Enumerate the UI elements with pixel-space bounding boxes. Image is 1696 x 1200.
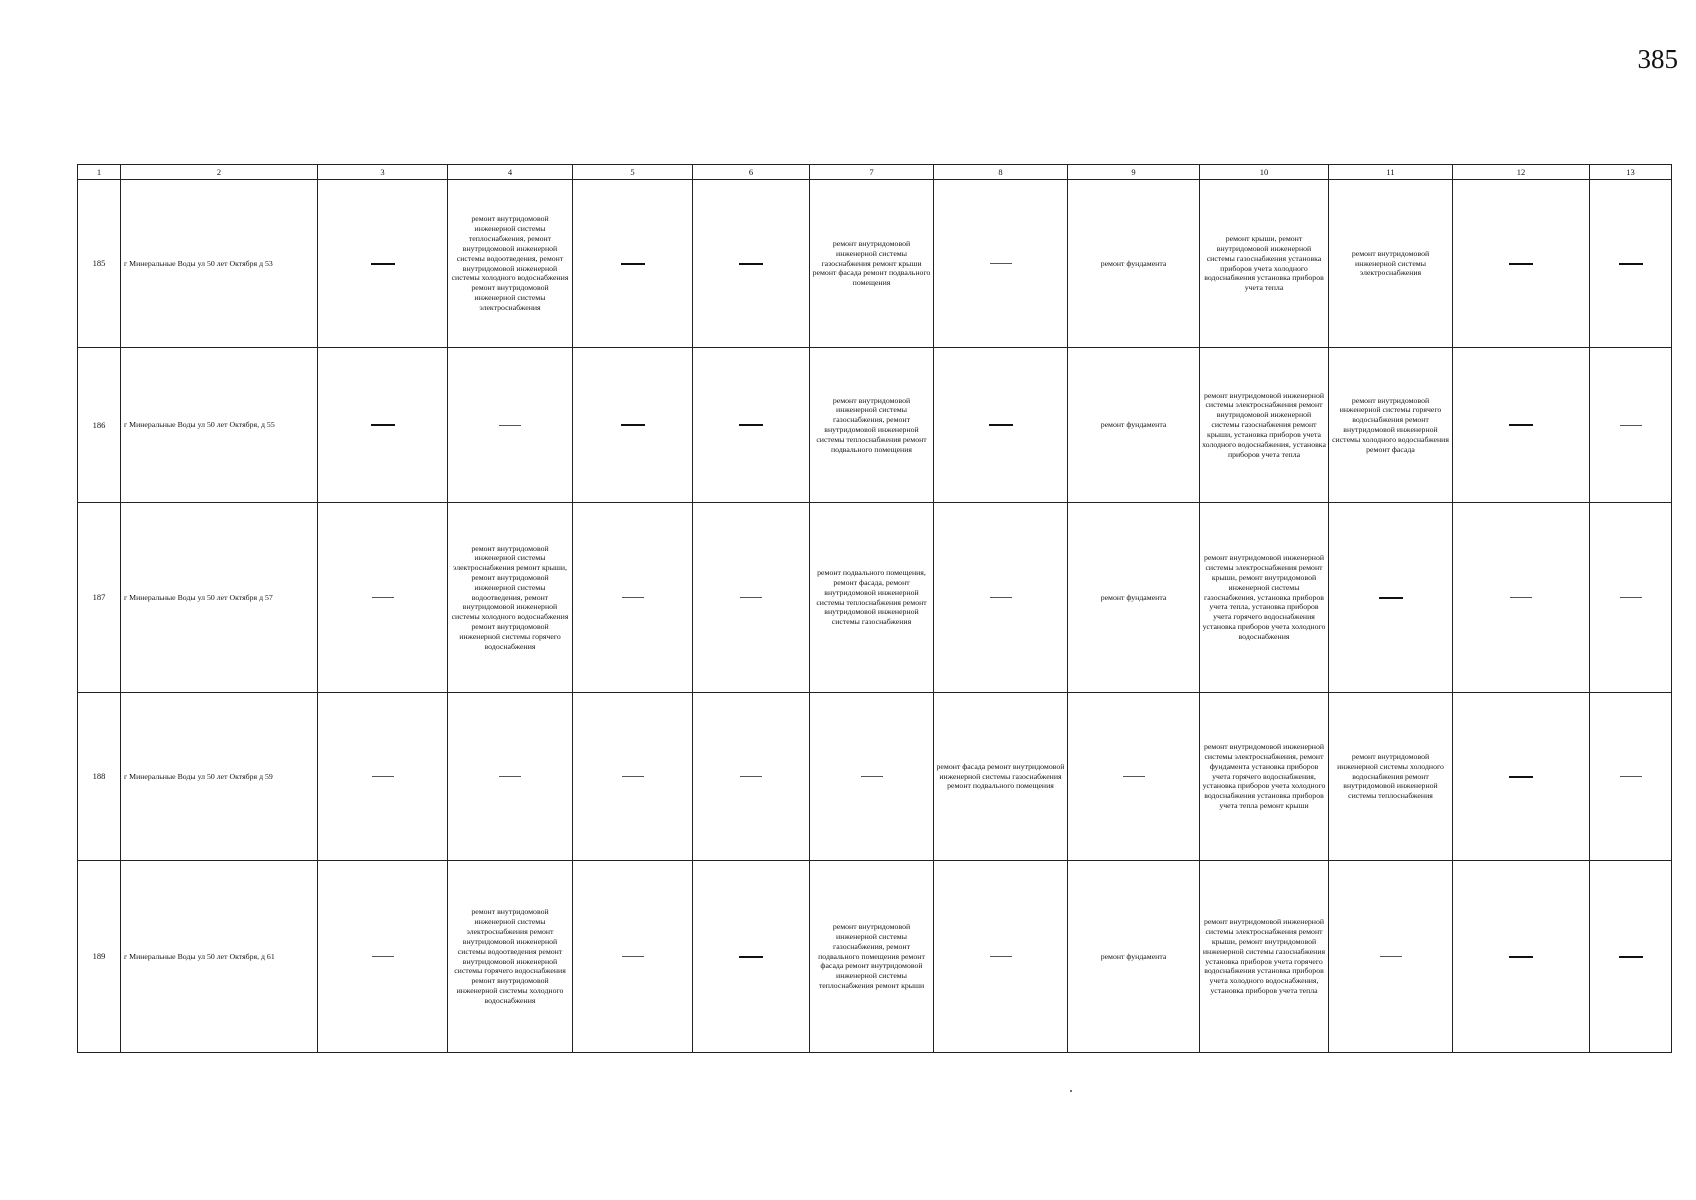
works-cell: ремонт фундамента: [1068, 180, 1200, 348]
dash-mark: [990, 597, 1012, 598]
dash-mark: [372, 597, 394, 598]
empty-cell: [693, 348, 810, 503]
empty-cell: [1329, 861, 1453, 1053]
page-number: 385: [1637, 44, 1678, 74]
works-cell: ремонт внутридомовой инженерной системы газоснабжения, ремонт подвального помещения ремонт фасада ремонт внутридомовой инженерной системы теплоснабжения ремонт крыши: [810, 861, 934, 1053]
column-header: 2: [121, 165, 318, 180]
works-cell: ремонт внутридомовой инженерной системы газоснабжения, ремонт внутридомовой инженерной системы теплоснабжения ремонт подвального помещения: [810, 348, 934, 503]
empty-cell: [810, 693, 934, 861]
dash-mark: [740, 776, 762, 777]
empty-cell: [448, 348, 573, 503]
dash-mark: [1509, 424, 1533, 426]
works-cell: ремонт внутридомовой инженерной системы электроснабжения ремонт крыши, ремонт внутридомовой инженерной системы газоснабжения установка приборов учета горячего водоснабжения установка приборов учета холодного водоснабжения, установка приборов учета тепла: [1200, 861, 1329, 1053]
empty-cell: [1590, 348, 1672, 503]
works-cell: ремонт подвального помещения, ремонт фасада, ремонт внутридомовой инженерной системы теплоснабжения ремонт внутридомовой инженерной системы газоснабжения: [810, 503, 934, 693]
empty-cell: [318, 180, 448, 348]
dash-mark: [739, 956, 763, 958]
column-header: 5: [573, 165, 693, 180]
address-cell: г Минеральные Воды ул 50 лет Октября, д 55: [121, 348, 318, 503]
empty-cell: [1453, 693, 1590, 861]
empty-cell: [934, 861, 1068, 1053]
dash-mark: [499, 425, 521, 426]
dash-mark: [990, 263, 1012, 264]
row-number: 188: [78, 693, 121, 861]
empty-cell: [1329, 503, 1453, 693]
works-cell: ремонт внутридомовой инженерной системы электроснабжения ремонт внутридомовой инженерной системы газоснабжения ремонт крыши, установка приборов учета холодного водоснабжения, установка приборов учета тепла: [1200, 348, 1329, 503]
column-header: 7: [810, 165, 934, 180]
dash-mark: [499, 776, 521, 777]
empty-cell: [1068, 693, 1200, 861]
column-header: 11: [1329, 165, 1453, 180]
dash-mark: [1620, 425, 1642, 426]
empty-cell: [573, 503, 693, 693]
address-cell: г Минеральные Воды ул 50 лет Октября, д 61: [121, 861, 318, 1053]
column-header: 3: [318, 165, 448, 180]
works-cell: ремонт крыши, ремонт внутридомовой инженерной системы газоснабжения установка приборов учета холодного водоснабжения установка приборов учета тепла: [1200, 180, 1329, 348]
works-cell: ремонт внутридомовой инженерной системы электроснабжения, ремонт фундамента установка приборов учета горячего водоснабжения, установка приборов учета холодного водоснабжения установка приборов учета тепла ремонт крыши: [1200, 693, 1329, 861]
repair-schedule-table: [77, 164, 1672, 1053]
empty-cell: [573, 180, 693, 348]
empty-cell: [1453, 861, 1590, 1053]
works-cell: ремонт фундамента: [1068, 503, 1200, 693]
empty-cell: [934, 180, 1068, 348]
dash-mark: [371, 263, 395, 265]
row-number: 187: [78, 503, 121, 693]
column-header: 1: [78, 165, 121, 180]
empty-cell: [318, 693, 448, 861]
row-number: 189: [78, 861, 121, 1053]
table-row: [78, 861, 1672, 1053]
address-cell: г Минеральные Воды ул 50 лет Октября д 57: [121, 503, 318, 693]
table-row: [78, 503, 1672, 693]
works-cell: ремонт фундамента: [1068, 861, 1200, 1053]
empty-cell: [318, 503, 448, 693]
header-row: [78, 165, 1672, 180]
dash-mark: [1620, 776, 1642, 777]
column-header: 9: [1068, 165, 1200, 180]
dash-mark: [372, 776, 394, 777]
dash-mark: [861, 776, 883, 777]
dash-mark: [1509, 263, 1533, 265]
dash-mark: [622, 597, 644, 598]
dash-mark: [990, 956, 1012, 957]
empty-cell: [573, 861, 693, 1053]
dash-mark: [621, 424, 645, 426]
row-number: 185: [78, 180, 121, 348]
column-header: 13: [1590, 165, 1672, 180]
empty-cell: [1590, 503, 1672, 693]
empty-cell: [693, 180, 810, 348]
empty-cell: [448, 693, 573, 861]
empty-cell: [934, 503, 1068, 693]
dash-mark: [740, 597, 762, 598]
address-cell: г Минеральные Воды ул 50 лет Октября д 53: [121, 180, 318, 348]
empty-cell: [318, 861, 448, 1053]
column-header: 12: [1453, 165, 1590, 180]
empty-cell: [1453, 180, 1590, 348]
table-row: [78, 348, 1672, 503]
dash-mark: [1380, 956, 1402, 957]
works-cell: ремонт внутридомовой инженерной системы теплоснабжения, ремонт внутридомовой инженерной системы водоотведения, ремонт внутридомовой инженерной системы холодного водоснабжения ремонт внутридомовой инженерной системы электроснабжения: [448, 180, 573, 348]
table-row: [78, 693, 1672, 861]
empty-cell: [1590, 180, 1672, 348]
empty-cell: [693, 861, 810, 1053]
empty-cell: [1590, 861, 1672, 1053]
dash-mark: [1123, 776, 1145, 777]
scan-speck: [1070, 1090, 1072, 1092]
dash-mark: [739, 424, 763, 426]
empty-cell: [693, 693, 810, 861]
address-cell: г Минеральные Воды ул 50 лет Октября д 59: [121, 693, 318, 861]
empty-cell: [573, 693, 693, 861]
dash-mark: [1509, 776, 1533, 778]
column-header: 8: [934, 165, 1068, 180]
works-cell: ремонт внутридомовой инженерной системы горячего водоснабжения ремонт внутридомовой инженерной системы холодного водоснабжения ремонт фасада: [1329, 348, 1453, 503]
dash-mark: [1619, 263, 1643, 265]
works-cell: ремонт внутридомовой инженерной системы холодного водоснабжения ремонт внутридомовой инженерной системы теплоснабжения: [1329, 693, 1453, 861]
works-cell: ремонт фундамента: [1068, 348, 1200, 503]
works-cell: ремонт внутридомовой инженерной системы электроснабжения ремонт крыши, ремонт внутридомовой инженерной системы водоотведения, ремонт внутридомовой инженерной системы холодного водоснабжения ремонт внутридомовой инженерной системы горячего водоснабжения: [448, 503, 573, 693]
empty-cell: [934, 348, 1068, 503]
dash-mark: [622, 776, 644, 777]
empty-cell: [1590, 693, 1672, 861]
dash-mark: [1620, 597, 1642, 598]
dash-mark: [372, 956, 394, 957]
column-header: 6: [693, 165, 810, 180]
empty-cell: [318, 348, 448, 503]
empty-cell: [573, 348, 693, 503]
works-cell: ремонт внутридомовой инженерной системы электроснабжения: [1329, 180, 1453, 348]
empty-cell: [693, 503, 810, 693]
empty-cell: [1453, 348, 1590, 503]
dash-mark: [621, 263, 645, 265]
dash-mark: [622, 956, 644, 957]
works-cell: ремонт внутридомовой инженерной системы электроснабжения ремонт крыши, ремонт внутридомовой инженерной системы газоснабжения, установка приборов учета тепла, установка приборов учета горячего водоснабжения установка приборов учета холодного водоснабжения: [1200, 503, 1329, 693]
row-number: 186: [78, 348, 121, 503]
dash-mark: [989, 424, 1013, 426]
empty-cell: [1453, 503, 1590, 693]
dash-mark: [1509, 956, 1533, 958]
dash-mark: [371, 424, 395, 426]
column-header: 10: [1200, 165, 1329, 180]
dash-mark: [1510, 597, 1532, 598]
dash-mark: [739, 263, 763, 265]
column-header: 4: [448, 165, 573, 180]
table-row: [78, 180, 1672, 348]
works-cell: ремонт внутридомовой инженерной системы газоснабжения ремонт крыши ремонт фасада ремонт подвального помещения: [810, 180, 934, 348]
dash-mark: [1379, 597, 1403, 599]
dash-mark: [1619, 956, 1643, 958]
works-cell: ремонт фасада ремонт внутридомовой инженерной системы газоснабжения ремонт подвального помещения: [934, 693, 1068, 861]
works-cell: ремонт внутридомовой инженерной системы электроснабжения ремонт внутридомовой инженерной системы водоотведения ремонт внутридомовой инженерной системы горячего водоснабжения ремонт внутридомовой инженерной системы холодного водоснабжения: [448, 861, 573, 1053]
